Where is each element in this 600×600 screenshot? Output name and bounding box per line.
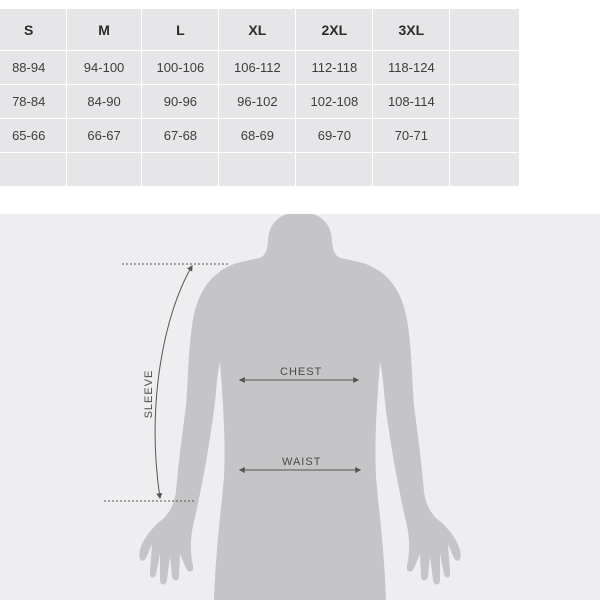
- torso-arms-shape: [139, 254, 460, 600]
- table-cell: 94-100: [66, 51, 142, 85]
- table-cell: 106-112: [219, 51, 296, 85]
- size-header-xl: XL: [219, 9, 296, 51]
- table-cell: 90-96: [142, 85, 219, 119]
- table-cell: [66, 153, 142, 187]
- table-cell: 70-71: [373, 119, 450, 153]
- table-cell: [142, 153, 219, 187]
- table-cell: 108-114: [373, 85, 450, 119]
- size-header-s: S: [0, 9, 66, 51]
- table-cell: 88-94: [0, 51, 66, 85]
- table-cell: 68-69: [219, 119, 296, 153]
- size-header-m: M: [66, 9, 142, 51]
- size-header-2xl: 2XL: [296, 9, 373, 51]
- table-cell: [219, 153, 296, 187]
- measurement-row-3: [0, 119, 520, 153]
- table-cell: [296, 153, 373, 187]
- size-header-3xl: 3XL: [373, 9, 450, 51]
- table-cell: [450, 119, 520, 153]
- table-cell: 118-124: [373, 51, 450, 85]
- table-cell: 66-67: [66, 119, 142, 153]
- size-chart-table: [0, 8, 520, 187]
- measurement-row-2: [0, 85, 520, 119]
- size-header-extra: [450, 9, 520, 51]
- measurement-row-1: [0, 51, 520, 85]
- table-cell: [450, 51, 520, 85]
- sleeve-label: SLEEVE: [143, 369, 155, 419]
- table-cell: 78-84: [0, 85, 66, 119]
- table-cell: 67-68: [142, 119, 219, 153]
- body-silhouette-graphic: [0, 214, 600, 600]
- measurement-row-4: [0, 153, 520, 187]
- table-cell: 112-118: [296, 51, 373, 85]
- table-cell: [0, 153, 66, 187]
- table-cell: 84-90: [66, 85, 142, 119]
- table-cell: 102-108: [296, 85, 373, 119]
- size-chart-table-container: [0, 8, 600, 191]
- chest-label: CHEST: [280, 366, 323, 378]
- table-cell: [450, 85, 520, 119]
- table-cell: [450, 153, 520, 187]
- size-header-row: [0, 9, 520, 51]
- body-silhouette: [139, 214, 460, 600]
- waist-label: WAIST: [282, 456, 322, 468]
- body-measurement-diagram: [0, 214, 600, 600]
- table-cell: [373, 153, 450, 187]
- table-cell: 69-70: [296, 119, 373, 153]
- table-cell: 100-106: [142, 51, 219, 85]
- table-cell: 96-102: [219, 85, 296, 119]
- table-cell: 65-66: [0, 119, 66, 153]
- size-header-l: L: [142, 9, 219, 51]
